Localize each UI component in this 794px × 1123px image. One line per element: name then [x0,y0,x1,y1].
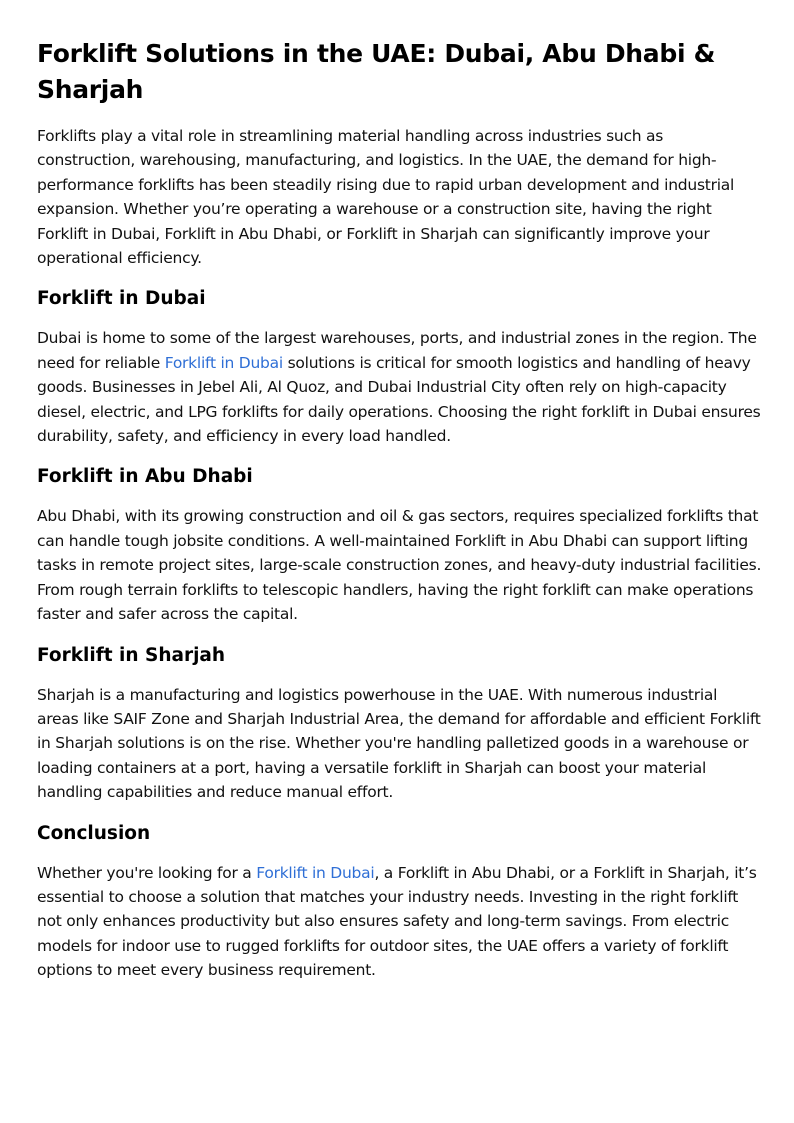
dubai-heading: Forklift in Dubai [37,288,206,310]
dubai-text-end: solutions is critical for smooth logistics and handling of heavy goods. Businesses in Jebel Ali, Al Quoz, and Dubai Industrial City often rely on high-capacity diesel, electric, and LPG forklifts for daily operations. Choosing the right forklift in Dubai ensures durability, safety, and efficiency in every load handled. [37,353,761,446]
abu-dhabi-heading: Forklift in Abu Dhabi [37,466,253,488]
dubai-text-start: Dubai is home to some of the largest warehouses, ports, and industrial zones in the region. The need for reliable [37,329,757,372]
conclusion-text-end: , a Forklift in Abu Dhabi, or a Forklift in Sharjah, it’s essential to choose a solution that matches your industry needs. Investing in the right forklift not only enhances productivity but also ensures safety and long-term savings. From electric models for indoor use to rugged forklifts for outdoor sites, the UAE offers a variety of forklift options to meet every business requirement. [37,863,757,980]
intro-paragraph: Forklifts play a vital role in streamlining material handling across industries such as construction, warehousing, manufacturing, and logistics. In the UAE, the demand for high-performance forklifts has been steadily rising due to rapid urban development and industrial expansion. Whether you’re operating a warehouse or a construction site, having the right Forklift in Dubai, Forklift in Abu Dhabi, or Forklift in Sharjah can significantly improve your operational efficiency. [37,127,735,268]
page-title: Forklift Solutions in the UAE: Dubai, Abu Dhabi & Sharjah [37,39,716,104]
abu-dhabi-paragraph: Abu Dhabi, with its growing construction and oil & gas sectors, requires specialized forklifts that can handle tough jobsite conditions. A well-maintained Forklift in Abu Dhabi can support lifting tasks in remote project sites, large-scale construction zones, and heavy-duty industrial facilities. From rough terrain forklifts to telescopic handlers, having the right forklift can make operations faster and safer across the capital. [37,507,762,624]
conclusion-forklift-link[interactable]: Forklift in Dubai [256,863,375,882]
conclusion-heading: Conclusion [37,822,151,844]
sharjah-heading: Forklift in Sharjah [37,644,226,666]
conclusion-paragraph [37,861,762,983]
conclusion-text-start: Whether you're looking for a [37,863,257,882]
dubai-forklift-link[interactable]: Forklift in Dubai [164,353,283,372]
article [37,36,762,999]
dubai-paragraph [37,326,762,448]
sharjah-paragraph: Sharjah is a manufacturing and logistics powerhouse in the UAE. With numerous industrial areas like SAIF Zone and Sharjah Industrial Area, the demand for affordable and efficient Forklift in Sharjah solutions is on the rise. Whether you're handling palletized goods in a warehouse or loading containers at a port, having a versatile forklift in Sharjah can boost your material handling capabilities and reduce manual effort. [37,685,761,802]
